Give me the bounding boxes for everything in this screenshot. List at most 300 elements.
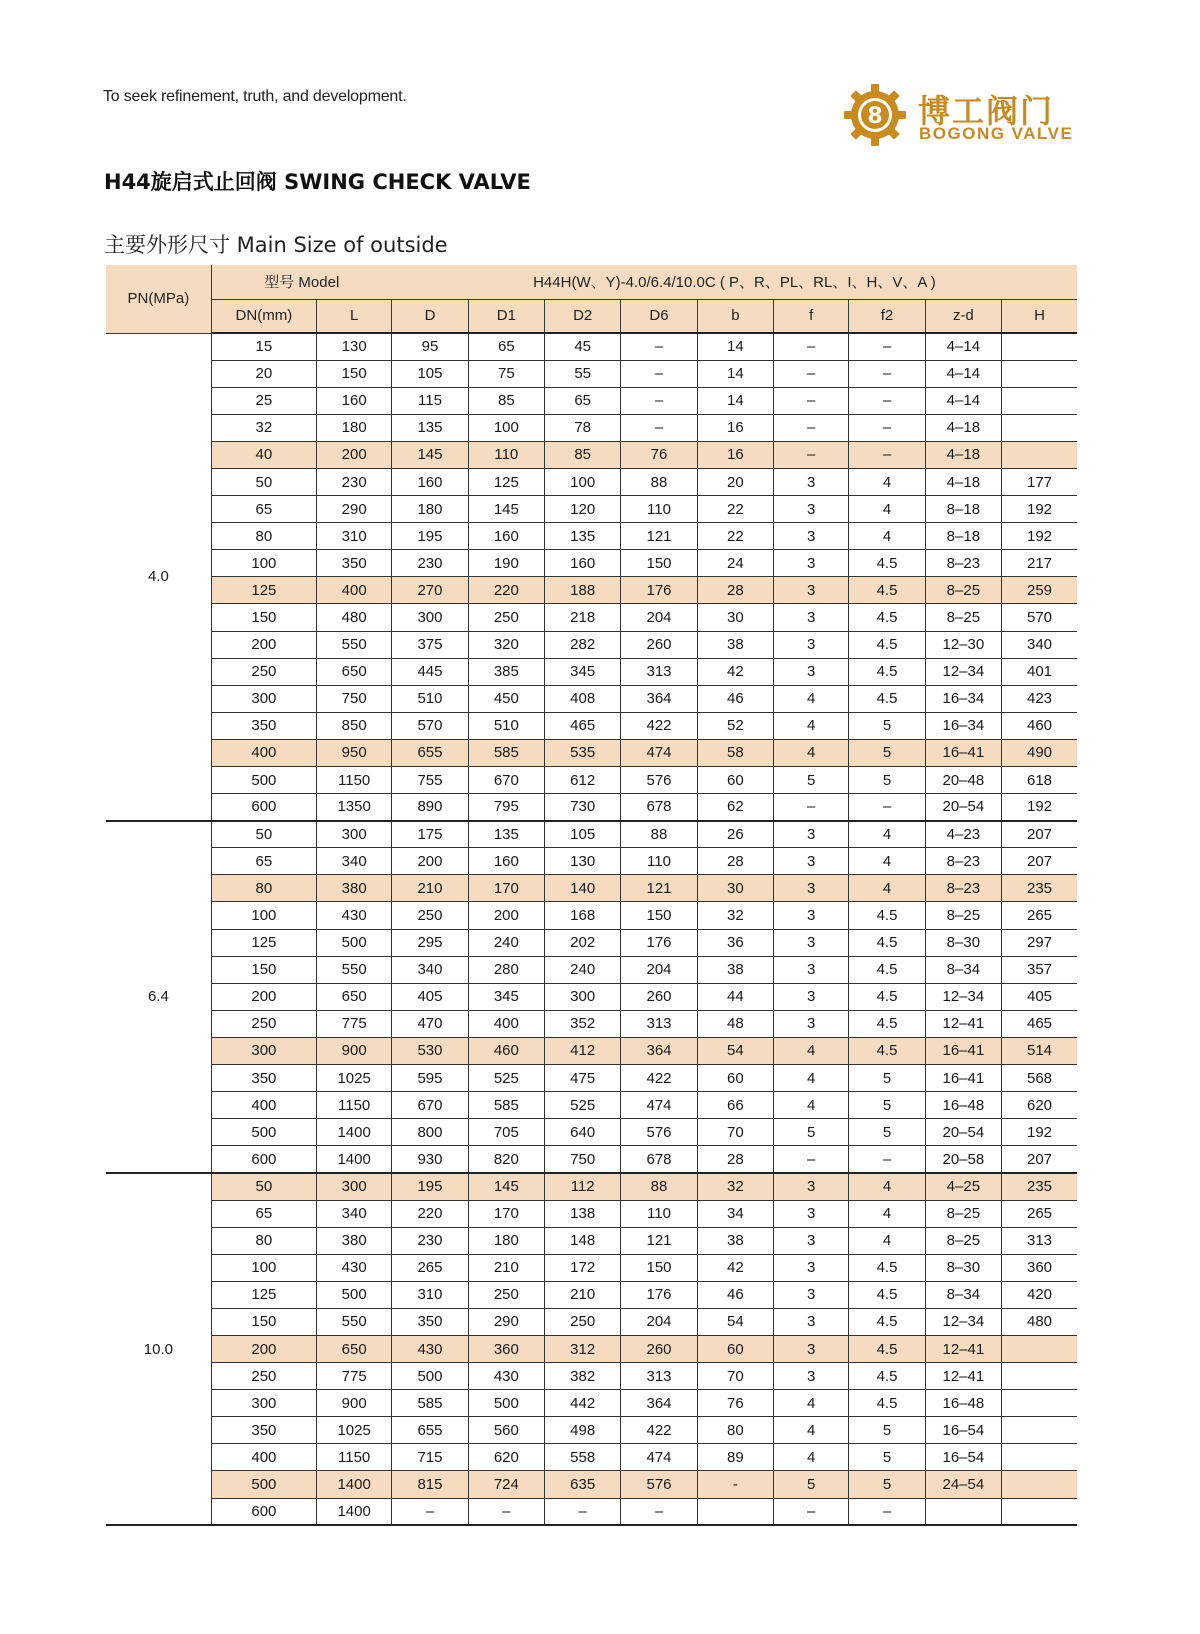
table-cell: 120 bbox=[545, 496, 621, 523]
table-cell bbox=[1002, 360, 1077, 387]
table-cell: 16–41 bbox=[925, 1037, 1001, 1064]
column-header: D2 bbox=[545, 299, 621, 333]
table-cell: – bbox=[621, 387, 697, 414]
table-cell: 550 bbox=[317, 631, 392, 658]
table-cell: 3 bbox=[774, 523, 849, 550]
table-cell: 100 bbox=[211, 902, 316, 929]
table-cell: 125 bbox=[211, 1281, 316, 1308]
table-cell: 558 bbox=[545, 1444, 621, 1471]
table-cell: 357 bbox=[1002, 956, 1077, 983]
table-cell: 46 bbox=[697, 685, 773, 712]
table-row bbox=[106, 685, 1077, 712]
column-header: D6 bbox=[621, 299, 697, 333]
table-row bbox=[106, 333, 1077, 360]
table-cell: 500 bbox=[468, 1390, 544, 1417]
table-cell bbox=[697, 1498, 773, 1525]
table-cell: 364 bbox=[621, 685, 697, 712]
table-cell: 490 bbox=[1002, 739, 1077, 766]
table-cell: 465 bbox=[545, 712, 621, 739]
table-cell: 750 bbox=[317, 685, 392, 712]
table-cell: 12–41 bbox=[925, 1363, 1001, 1390]
table-cell: 640 bbox=[545, 1119, 621, 1146]
table-cell: 5 bbox=[849, 1119, 925, 1146]
table-cell: 3 bbox=[774, 1335, 849, 1362]
table-cell: 4 bbox=[774, 1065, 849, 1092]
table-cell: 4–14 bbox=[925, 360, 1001, 387]
table-cell: 5 bbox=[849, 1471, 925, 1498]
table-cell: 62 bbox=[697, 794, 773, 821]
table-cell: 313 bbox=[1002, 1227, 1077, 1254]
table-cell: 204 bbox=[621, 956, 697, 983]
table-cell: 3 bbox=[774, 1363, 849, 1390]
table-cell: 576 bbox=[621, 1471, 697, 1498]
table-cell: 22 bbox=[697, 496, 773, 523]
table-cell: 3 bbox=[774, 577, 849, 604]
table-cell: 500 bbox=[317, 929, 392, 956]
table-cell: 145 bbox=[392, 441, 468, 468]
model-label: 型号 Model bbox=[211, 265, 392, 299]
table-cell: 250 bbox=[468, 1281, 544, 1308]
column-header: H bbox=[1002, 299, 1077, 333]
table-cell: 100 bbox=[211, 550, 316, 577]
table-cell: 352 bbox=[545, 1010, 621, 1037]
table-cell: 670 bbox=[468, 767, 544, 794]
table-cell: 470 bbox=[392, 1010, 468, 1037]
table-cell: 800 bbox=[392, 1119, 468, 1146]
table-row bbox=[106, 1417, 1077, 1444]
table-row bbox=[106, 1200, 1077, 1227]
table-cell: 612 bbox=[545, 767, 621, 794]
table-cell: 58 bbox=[697, 739, 773, 766]
table-cell: 150 bbox=[621, 1254, 697, 1281]
table-cell: 568 bbox=[1002, 1065, 1077, 1092]
table-cell: 20–54 bbox=[925, 1119, 1001, 1146]
table-cell: 3 bbox=[774, 848, 849, 875]
table-cell: 204 bbox=[621, 1308, 697, 1335]
table-cell: – bbox=[774, 360, 849, 387]
table-cell: 474 bbox=[621, 1444, 697, 1471]
table-cell: 150 bbox=[211, 604, 316, 631]
table-cell: 20 bbox=[211, 360, 316, 387]
table-row bbox=[106, 767, 1077, 794]
table-cell: 110 bbox=[621, 848, 697, 875]
table-cell: 32 bbox=[697, 902, 773, 929]
table-cell: 44 bbox=[697, 983, 773, 1010]
table-cell: 54 bbox=[697, 1037, 773, 1064]
table-cell: 3 bbox=[774, 468, 849, 495]
table-cell: 20–58 bbox=[925, 1146, 1001, 1173]
column-header: f bbox=[774, 299, 849, 333]
table-cell: 350 bbox=[211, 1065, 316, 1092]
table-cell: 1150 bbox=[317, 1092, 392, 1119]
table-row bbox=[106, 739, 1077, 766]
table-cell: 8–30 bbox=[925, 1254, 1001, 1281]
table-cell: 430 bbox=[317, 1254, 392, 1281]
table-cell: 5 bbox=[774, 1119, 849, 1146]
table-cell: 1400 bbox=[317, 1146, 392, 1173]
table-row bbox=[106, 712, 1077, 739]
table-row bbox=[106, 387, 1077, 414]
table-cell: 176 bbox=[621, 577, 697, 604]
table-cell: 3 bbox=[774, 1173, 849, 1200]
table-cell: 12–41 bbox=[925, 1010, 1001, 1037]
table-cell: 350 bbox=[392, 1308, 468, 1335]
table-cell: 265 bbox=[392, 1254, 468, 1281]
section-subtitle: 主要外形尺寸 Main Size of outside bbox=[104, 233, 448, 257]
table-cell: 4 bbox=[849, 523, 925, 550]
table-cell: 730 bbox=[545, 794, 621, 821]
table-cell: 250 bbox=[545, 1308, 621, 1335]
table-cell: 168 bbox=[545, 902, 621, 929]
pn-group-label: 6.4 bbox=[106, 821, 211, 1173]
table-cell: 535 bbox=[545, 739, 621, 766]
table-cell: 3 bbox=[774, 983, 849, 1010]
table-cell: 350 bbox=[211, 712, 316, 739]
table-cell: 4.5 bbox=[849, 631, 925, 658]
table-cell: 176 bbox=[621, 929, 697, 956]
table-cell bbox=[1002, 1471, 1077, 1498]
table-cell: 4.5 bbox=[849, 1281, 925, 1308]
table-cell: 4.5 bbox=[849, 577, 925, 604]
table-cell: 300 bbox=[211, 1037, 316, 1064]
table-cell: – bbox=[849, 441, 925, 468]
table-cell: 200 bbox=[211, 1335, 316, 1362]
column-header: b bbox=[697, 299, 773, 333]
table-cell: 775 bbox=[317, 1363, 392, 1390]
table-row bbox=[106, 1092, 1077, 1119]
table-cell: 170 bbox=[468, 875, 544, 902]
table-cell: 775 bbox=[317, 1010, 392, 1037]
table-cell: 16–34 bbox=[925, 685, 1001, 712]
table-cell: 105 bbox=[545, 821, 621, 848]
table-cell bbox=[1002, 414, 1077, 441]
table-cell: 5 bbox=[849, 767, 925, 794]
table-cell: 345 bbox=[545, 658, 621, 685]
table-cell: 600 bbox=[211, 794, 316, 821]
table-row bbox=[106, 1444, 1077, 1471]
table-cell: 450 bbox=[468, 685, 544, 712]
table-cell: 12–34 bbox=[925, 983, 1001, 1010]
table-cell: 78 bbox=[545, 414, 621, 441]
table-cell: 207 bbox=[1002, 821, 1077, 848]
table-cell: – bbox=[849, 387, 925, 414]
table-cell: 3 bbox=[774, 929, 849, 956]
table-cell: 38 bbox=[697, 1227, 773, 1254]
table-cell: 4–18 bbox=[925, 414, 1001, 441]
table-cell: 900 bbox=[317, 1390, 392, 1417]
table-cell: 3 bbox=[774, 1281, 849, 1308]
table-cell: 280 bbox=[468, 956, 544, 983]
table-cell: 121 bbox=[621, 523, 697, 550]
table-cell bbox=[1002, 1363, 1077, 1390]
table-cell: 3 bbox=[774, 631, 849, 658]
table-cell: 8–18 bbox=[925, 523, 1001, 550]
table-cell: 430 bbox=[392, 1335, 468, 1362]
table-cell: 200 bbox=[468, 902, 544, 929]
table-cell: 55 bbox=[545, 360, 621, 387]
table-cell: 8–23 bbox=[925, 848, 1001, 875]
table-cell: 1400 bbox=[317, 1471, 392, 1498]
slogan-text: To seek refinement, truth, and development. bbox=[103, 88, 407, 105]
table-cell: 530 bbox=[392, 1037, 468, 1064]
table-cell: – bbox=[774, 333, 849, 360]
table-cell: 110 bbox=[621, 1200, 697, 1227]
table-cell: 220 bbox=[468, 577, 544, 604]
table-cell: 430 bbox=[468, 1363, 544, 1390]
table-cell: 4 bbox=[774, 1444, 849, 1471]
table-cell: 678 bbox=[621, 1146, 697, 1173]
table-cell: 50 bbox=[211, 1173, 316, 1200]
table-cell: 3 bbox=[774, 821, 849, 848]
table-cell: 8–25 bbox=[925, 1227, 1001, 1254]
table-cell: 420 bbox=[1002, 1281, 1077, 1308]
table-cell: 25 bbox=[211, 387, 316, 414]
table-cell: 180 bbox=[392, 496, 468, 523]
table-cell: 422 bbox=[621, 1417, 697, 1444]
column-header: D1 bbox=[468, 299, 544, 333]
table-row bbox=[106, 875, 1077, 902]
table-cell: 207 bbox=[1002, 848, 1077, 875]
table-row bbox=[106, 441, 1077, 468]
table-cell: 618 bbox=[1002, 767, 1077, 794]
table-cell: 4.5 bbox=[849, 956, 925, 983]
table-cell: 1400 bbox=[317, 1119, 392, 1146]
table-cell: 412 bbox=[545, 1037, 621, 1064]
table-cell: 4–25 bbox=[925, 1173, 1001, 1200]
table-cell: 240 bbox=[468, 929, 544, 956]
table-cell: 230 bbox=[392, 550, 468, 577]
table-cell: 514 bbox=[1002, 1037, 1077, 1064]
table-row bbox=[106, 523, 1077, 550]
table-cell: 4.5 bbox=[849, 929, 925, 956]
table-cell: 95 bbox=[392, 333, 468, 360]
table-cell: 100 bbox=[545, 468, 621, 495]
table-cell: 364 bbox=[621, 1390, 697, 1417]
table-cell: 401 bbox=[1002, 658, 1077, 685]
table-cell: 88 bbox=[621, 821, 697, 848]
table-cell: 755 bbox=[392, 767, 468, 794]
table-cell: 89 bbox=[697, 1444, 773, 1471]
table-cell bbox=[925, 1498, 1001, 1525]
table-cell: – bbox=[774, 414, 849, 441]
table-cell: 422 bbox=[621, 712, 697, 739]
table-cell: 600 bbox=[211, 1498, 316, 1525]
table-cell: 250 bbox=[211, 1010, 316, 1037]
table-cell: 125 bbox=[211, 577, 316, 604]
table-row bbox=[106, 848, 1077, 875]
table-cell: 4 bbox=[849, 821, 925, 848]
table-cell: 210 bbox=[468, 1254, 544, 1281]
table-cell: 210 bbox=[392, 875, 468, 902]
table-cell: 585 bbox=[468, 739, 544, 766]
table-cell: 20–48 bbox=[925, 767, 1001, 794]
table-cell: 620 bbox=[1002, 1092, 1077, 1119]
table-cell: 320 bbox=[468, 631, 544, 658]
table-cell: 8–25 bbox=[925, 1200, 1001, 1227]
table-cell: 260 bbox=[621, 1335, 697, 1362]
table-cell: 16–54 bbox=[925, 1444, 1001, 1471]
table-cell: 110 bbox=[468, 441, 544, 468]
column-header: L bbox=[317, 299, 392, 333]
table-cell: 112 bbox=[545, 1173, 621, 1200]
table-cell: 140 bbox=[545, 875, 621, 902]
column-header: z-d bbox=[925, 299, 1001, 333]
table-cell: 135 bbox=[468, 821, 544, 848]
table-cell: 400 bbox=[211, 1444, 316, 1471]
table-row bbox=[106, 794, 1077, 821]
table-cell: 585 bbox=[468, 1092, 544, 1119]
table-cell: 4 bbox=[774, 1092, 849, 1119]
table-cell: 200 bbox=[211, 983, 316, 1010]
table-cell bbox=[1002, 1498, 1077, 1525]
table-cell: 300 bbox=[317, 1173, 392, 1200]
table-cell: 14 bbox=[697, 333, 773, 360]
table-cell: 345 bbox=[468, 983, 544, 1010]
table-row bbox=[106, 1471, 1077, 1498]
table-cell: 235 bbox=[1002, 875, 1077, 902]
table-cell: 260 bbox=[621, 983, 697, 1010]
table-cell: 160 bbox=[468, 848, 544, 875]
table-cell: 88 bbox=[621, 1173, 697, 1200]
table-row bbox=[106, 902, 1077, 929]
table-cell: 8–25 bbox=[925, 577, 1001, 604]
pn-group-label: 4.0 bbox=[106, 333, 211, 821]
table-cell: 498 bbox=[545, 1417, 621, 1444]
table-cell: 290 bbox=[317, 496, 392, 523]
table-cell: 250 bbox=[211, 658, 316, 685]
column-header: D bbox=[392, 299, 468, 333]
table-cell: 300 bbox=[211, 685, 316, 712]
table-cell: 50 bbox=[211, 468, 316, 495]
table-cell: 100 bbox=[468, 414, 544, 441]
table-cell: 3 bbox=[774, 902, 849, 929]
table-cell: 525 bbox=[545, 1092, 621, 1119]
table-cell: 4.5 bbox=[849, 1335, 925, 1362]
table-cell: 160 bbox=[392, 468, 468, 495]
table-cell: 313 bbox=[621, 1010, 697, 1037]
table-cell: 70 bbox=[697, 1363, 773, 1390]
table-cell: 300 bbox=[317, 821, 392, 848]
table-row bbox=[106, 1119, 1077, 1146]
table-row bbox=[106, 1498, 1077, 1525]
table-cell: 474 bbox=[621, 739, 697, 766]
table-cell: 150 bbox=[317, 360, 392, 387]
table-row bbox=[106, 821, 1077, 848]
table-cell: 148 bbox=[545, 1227, 621, 1254]
table-cell: 375 bbox=[392, 631, 468, 658]
table-cell: 24 bbox=[697, 550, 773, 577]
table-cell: 350 bbox=[211, 1417, 316, 1444]
logo-name-cn: 博工阀门 bbox=[918, 92, 1055, 130]
table-body bbox=[106, 333, 1077, 1525]
table-cell: 4 bbox=[849, 1173, 925, 1200]
table-cell: 20 bbox=[697, 468, 773, 495]
table-cell: 130 bbox=[545, 848, 621, 875]
table-cell: – bbox=[849, 360, 925, 387]
table-cell: 445 bbox=[392, 658, 468, 685]
table-cell: 65 bbox=[211, 496, 316, 523]
table-cell: 88 bbox=[621, 468, 697, 495]
table-cell: 135 bbox=[392, 414, 468, 441]
table-cell: 150 bbox=[211, 1308, 316, 1335]
table-cell: 125 bbox=[468, 468, 544, 495]
table-cell: 28 bbox=[697, 1146, 773, 1173]
table-cell: 180 bbox=[468, 1227, 544, 1254]
table-cell: 16–34 bbox=[925, 712, 1001, 739]
table-cell: 600 bbox=[211, 1146, 316, 1173]
table-cell: 4.5 bbox=[849, 1363, 925, 1390]
table-cell: 170 bbox=[468, 1200, 544, 1227]
table-cell: 340 bbox=[317, 1200, 392, 1227]
table-cell: 110 bbox=[621, 496, 697, 523]
table-cell: 655 bbox=[392, 739, 468, 766]
table-cell: 4 bbox=[774, 739, 849, 766]
table-cell: 250 bbox=[211, 1363, 316, 1390]
table-cell: 192 bbox=[1002, 794, 1077, 821]
table-cell: 900 bbox=[317, 1037, 392, 1064]
table-cell: 570 bbox=[1002, 604, 1077, 631]
table-cell: 3 bbox=[774, 550, 849, 577]
table-cell: 8–25 bbox=[925, 902, 1001, 929]
table-cell: 297 bbox=[1002, 929, 1077, 956]
table-cell: – bbox=[392, 1498, 468, 1525]
table-cell: – bbox=[774, 1146, 849, 1173]
table-row bbox=[106, 1363, 1077, 1390]
table-cell: 14 bbox=[697, 387, 773, 414]
table-cell: 28 bbox=[697, 577, 773, 604]
table-cell: 192 bbox=[1002, 496, 1077, 523]
table-cell: 15 bbox=[211, 333, 316, 360]
table-cell: 210 bbox=[545, 1281, 621, 1308]
table-cell: 724 bbox=[468, 1471, 544, 1498]
table-cell: 20–54 bbox=[925, 794, 1001, 821]
table-row bbox=[106, 1254, 1077, 1281]
table-cell: 60 bbox=[697, 1335, 773, 1362]
table-cell: 750 bbox=[545, 1146, 621, 1173]
table-cell: 160 bbox=[317, 387, 392, 414]
table-cell: 380 bbox=[317, 1227, 392, 1254]
table-cell: 655 bbox=[392, 1417, 468, 1444]
table-cell: 5 bbox=[849, 1444, 925, 1471]
table-cell: 24–54 bbox=[925, 1471, 1001, 1498]
table-cell: 8–34 bbox=[925, 956, 1001, 983]
table-cell: 52 bbox=[697, 712, 773, 739]
table-row bbox=[106, 1146, 1077, 1173]
table-cell bbox=[1002, 1390, 1077, 1417]
table-cell: 5 bbox=[849, 1065, 925, 1092]
table-cell: 172 bbox=[545, 1254, 621, 1281]
table-cell: 360 bbox=[468, 1335, 544, 1362]
table-cell bbox=[1002, 333, 1077, 360]
table-cell: 4–23 bbox=[925, 821, 1001, 848]
table-cell: 195 bbox=[392, 1173, 468, 1200]
table-cell: 65 bbox=[545, 387, 621, 414]
table-cell: 1350 bbox=[317, 794, 392, 821]
table-cell: 45 bbox=[545, 333, 621, 360]
table-cell: 930 bbox=[392, 1146, 468, 1173]
table-cell: 80 bbox=[211, 875, 316, 902]
table-cell: 510 bbox=[468, 712, 544, 739]
table-cell: 12–34 bbox=[925, 658, 1001, 685]
table-cell: 207 bbox=[1002, 1146, 1077, 1173]
table-row bbox=[106, 1065, 1077, 1092]
table-cell: 5 bbox=[774, 1471, 849, 1498]
table-cell: 5 bbox=[849, 712, 925, 739]
table-cell: 4.5 bbox=[849, 1308, 925, 1335]
table-cell: – bbox=[849, 414, 925, 441]
page-title: H44旋启式止回阀 SWING CHECK VALVE bbox=[104, 170, 531, 194]
table-cell: 423 bbox=[1002, 685, 1077, 712]
